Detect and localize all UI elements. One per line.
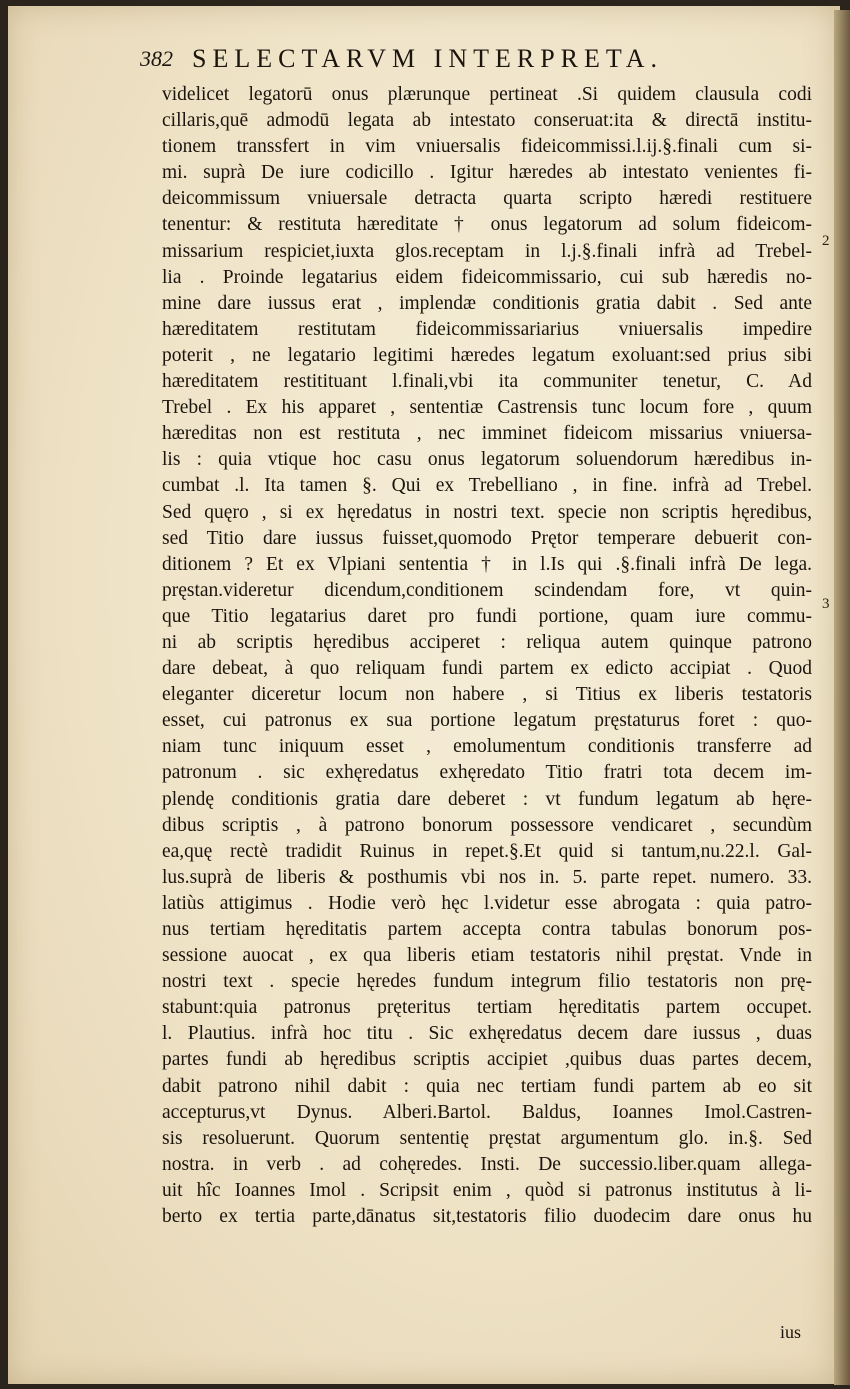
body-text [162,82,812,1230]
text-line: lis : quia vtique hoc casu onus legatorum soluendorum hæredibus in- [162,449,812,471]
text-line: cillaris,quē admodū legata ab intestato conseruat:ita & directā institu- [162,110,812,132]
text-line: missarium respiciet,iuxta glos.receptam in l.j.§.finali infrà ad Trebel- [162,240,812,262]
text-line: patronum . sic exhęredatus exhęredato Titio fratri tota decem im- [162,762,812,784]
text-line: stabunt:quia patronus pręteritus tertiam hęreditatis partem occupet. [162,997,812,1019]
text-line: tionem transsfert in vim vniuersalis fideicommissi.l.ij.§.finali cum si- [162,136,812,158]
page-edge [834,10,850,1385]
text-line: lus.suprà de liberis & posthumis vbi nos in. 5. parte repet. numero. 33. [162,866,812,888]
text-line: hæreditatem restitutam fideicommissariarius vniuersalis impedire [162,318,812,340]
text-line: deicommissum vniuersale detracta quarta scripto hæredi restituere [162,188,812,210]
text-line: que Titio legatarius daret pro fundi portione, quam iure commu- [162,605,812,627]
text-line: sis resoluerunt. Quorum sententię pręstat argumentum glo. in.§. Sed [162,1127,812,1149]
text-line: latiùs attigimus . Hodie verò hęc l.videtur esse abrogata : quia patro- [162,892,812,914]
catchword: ius [780,1322,802,1342]
text-line: Sed quęro , si ex hęredatus in nostri text. specie non scriptis hęredibus, [162,501,812,523]
text-line: l. Plautius. infrà hoc titu . Sic exhęredatus decem dare iussus , duas [162,1023,812,1045]
text-line: mi. suprà De iure codicillo . Igitur hæredes ab intestato venientes fi- [162,162,812,184]
text-line: ea,quę rectè tradidit Ruinus in repet.§.Et quid si tantum,nu.22.l. Gal- [162,840,812,862]
text-line: berto ex tertia parte,dānatus sit,testatoris filio duodecim dare onus hu [162,1206,812,1228]
text-line: uit hîc Ioannes Imol . Scripsit enim , quòd si patronus institutus à li- [162,1179,812,1201]
text-line: pręstan.videretur dicendum,conditionem scindendam fore, vt quin- [162,579,812,601]
text-line: eleganter diceretur locum non habere , si Titius ex liberis testatoris [162,684,812,706]
text-line: partes fundi ab hęredibus scriptis accipiet ,quibus duas partes decem, [162,1049,812,1071]
text-line: niam tunc iniquum esset , emolumentum conditionis transferre ad [162,736,812,758]
text-line: plendę conditionis gratia dare deberet : vt fundum legatum ab hęre- [162,788,812,810]
running-head: SELECTARVM INTERPRETA. [192,44,663,73]
text-line: nostri text . specie hęredes fundum integrum filio testatoris non prę- [162,971,812,993]
text-line: poterit , ne legatario legitimi hæredes legatum exoluant:sed prius sibi [162,344,812,366]
text-line: sessione auocat , ex qua liberis etiam testatoris nihil pręstat. Vnde in [162,945,812,967]
text-line: videlicet legatorū onus plærunque pertineat .Si quidem clausula codi [162,84,812,105]
text-line: hæreditatem restitituant l.finali,vbi ita communiter tenetur, C. Ad [162,371,812,393]
text-line: nus tertiam hęreditatis partem accepta contra tabulas bonorum pos- [162,919,812,940]
text-line: lia . Proinde legatarius eidem fideicommissario, cui sub hæredis no- [162,266,812,288]
text-line: esset, cui patronus ex sua portione legatum pręstaturus foret : quo- [162,710,812,732]
text-line: Trebel . Ex his apparet , sententiæ Castrensis tunc locum fore , quum [162,397,812,419]
margin-note-2: 2 [822,233,830,249]
text-line: dare debeat, à quo reliquam fundi partem ex edicto accipiat . Quod [162,658,812,680]
text-line: nostra. in verb . ad cohęredes. Insti. De successio.liber.quam allega- [162,1153,812,1175]
text-line: accepturus,vt Dynus. Alberi.Bartol. Baldus, Ioannes Imol.Castren- [162,1101,812,1123]
text-line: mine dare iussus erat , implendæ conditionis gratia dabit . Sed ante [162,292,812,314]
text-line: hæreditas non est restituta , nec imminet fideicom missarius vniuersa- [162,423,812,445]
text-line: sed Titio dare iussus fuisset,quomodo Prętor temperare debuerit con- [162,527,812,549]
page-number: 382 [140,46,173,71]
text-line: tenentur: & restituta hæreditate † onus legatorum ad solum fideicom- [162,214,812,236]
text-line: ditionem ? Et ex Vlpiani sententia † in l.Is qui .§.finali infrà De lega. [162,553,812,575]
margin-note-3: 3 [822,596,830,612]
text-line: ni ab scriptis hęredibus acciperet : reliqua autem quinque patrono [162,631,812,653]
text-line: dabit patrono nihil dabit : quia nec tertiam fundi partem ab eo sit [162,1075,812,1097]
page-header [140,44,820,84]
text-line: dibus scriptis , à patrono bonorum possessore vendicaret , secundùm [162,814,812,836]
text-line: cumbat .l. Ita tamen §. Qui ex Trebelliano , in fine. infrà ad Trebel. [162,475,812,497]
